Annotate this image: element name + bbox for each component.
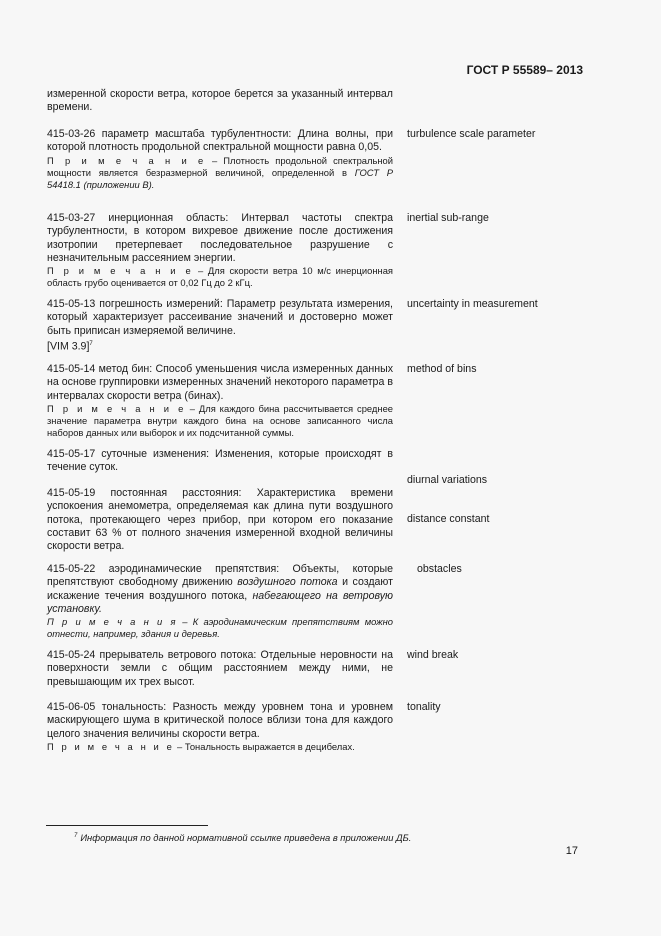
note-label: П р и м е ч а н и я [47,616,177,628]
term-entry-415-05-13 [47,298,393,354]
term-note [47,616,393,640]
term-note [47,155,393,191]
footnote-marker: 7 [74,832,78,839]
note-text: – К аэродинамическим препятствиям можно отнести, например, здания и деревья. [47,616,393,640]
footnote-text: Информация по данной нормативной ссылке приведена в приложении ДБ. [80,832,412,843]
term-note [47,403,393,439]
term-definition: 415-06-05 тональность: Разность между уровнем тона и уровнем маскирующего шума в критической полосе вблизи тона для каждого целого значения величины скорости ветра. [47,701,393,740]
note-label: П р и м е ч а н и е [47,265,194,277]
definition-text: и создают искажение течения воздушного потока, [47,576,393,602]
term-entry-415-05-19 [47,487,393,553]
english-term: turbulence scale parameter [407,128,536,140]
english-term: diurnal variations [407,474,488,486]
english-term: obstacles [417,563,462,575]
definition-italic: набегающего на ветровую установку. [47,589,393,615]
term-definition: 415-05-17 суточные изменения: Изменения, которые происходят в течение суток. [47,448,393,474]
continuation-text [47,88,393,115]
term-definition: 415-03-26 параметр масштаба турбулентности: Длина волны, при которой плотность продольной спектральной мощности равна 0,05. [47,128,393,154]
english-term: inertial sub-range [407,212,489,224]
footnote-marker: 7 [89,340,93,347]
term-definition [47,563,393,616]
term-definition: 415-03-27 инерционная область: Интервал частоты спектра турбулентности, в котором вихревое движение после достижения изотропии претерпевает последовательное разрушение с незначительным рассеянием энергии. [47,212,393,264]
english-term: wind break [407,649,459,661]
term-definition: 415-05-14 метод бин: Способ уменьшения числа измеренных данных на основе группировки измеренных значений некоторого параметра в интервалах скорости ветра (бинах). [47,363,393,402]
term-reference [47,338,393,354]
term-entry-415-05-24 [47,649,393,689]
page-number: 17 [565,845,578,857]
note-text: – Для скорости ветра 10 м/с инерционная область грубо оценивается от 0,02 Гц до 2 кГц. [47,265,393,289]
note-reference: ГОСТ Р 54418.1 (приложении В). [47,166,393,190]
english-term: distance constant [407,513,490,525]
note-text: – Плотность продольной спектральной мощности является безразмерной величиной, определенной в [47,154,394,178]
footnote-divider [46,825,208,826]
term-entry-415-03-27 [47,212,393,289]
definition-italic: воздушного потока [237,576,338,589]
term-entry-415-05-14 [47,363,393,439]
term-entry-415-06-05 [47,701,393,753]
reference-text: [VIM 3.9] [47,340,90,353]
term-entry-415-05-22 [47,563,393,640]
term-entry-415-03-26 [47,128,393,191]
english-term: uncertainty in measurement [407,298,538,310]
footnote [74,832,411,843]
term-definition: 415-05-13 погрешность измерений: Параметр результата измерения, который характеризует рассеивание значений и достоверно может быть приписан измеряемой величине. [47,298,393,337]
document-id: ГОСТ Р 55589– 2013 [466,63,583,77]
note-label: П р и м е ч а н и е [47,740,175,752]
note-text: – Для каждого бина рассчитывается среднее значение параметра внутри каждого бина на основе записанного числа наборов данных или выборок и их подсчитанной суммы. [47,402,394,438]
term-definition: 415-05-24 прерыватель ветрового потока: Отдельные неровности на поверхности земли с общим расстоянием между ними, не превышающим их трех высот. [47,649,393,688]
note-label: П р и м е ч а н и е [47,402,186,414]
term-entry-415-05-17 [47,448,393,475]
note-label: П р и м е ч а н и е [47,154,206,166]
definition-text: 415-05-22 аэродинамические препятствия: Объекты, которые препятствуют свободному движению [47,563,393,589]
note-text: – Тональность выражается в децибелах. [174,740,355,752]
term-note [47,741,393,753]
english-term: tonality [407,701,441,713]
term-definition: 415-05-19 постоянная расстояния: Характеристика времени успокоения анемометра, определяемая как длина пути воздушного потока, протекающего через прибор, при котором его показание составит 63 % от полного значения измеренной входной величины скорости ветра. [47,487,393,553]
term-note [47,265,393,289]
continuation-paragraph: измеренной скорости ветра, которое берется за указанный интервал времени. [47,88,393,114]
english-term: method of bins [407,363,477,375]
